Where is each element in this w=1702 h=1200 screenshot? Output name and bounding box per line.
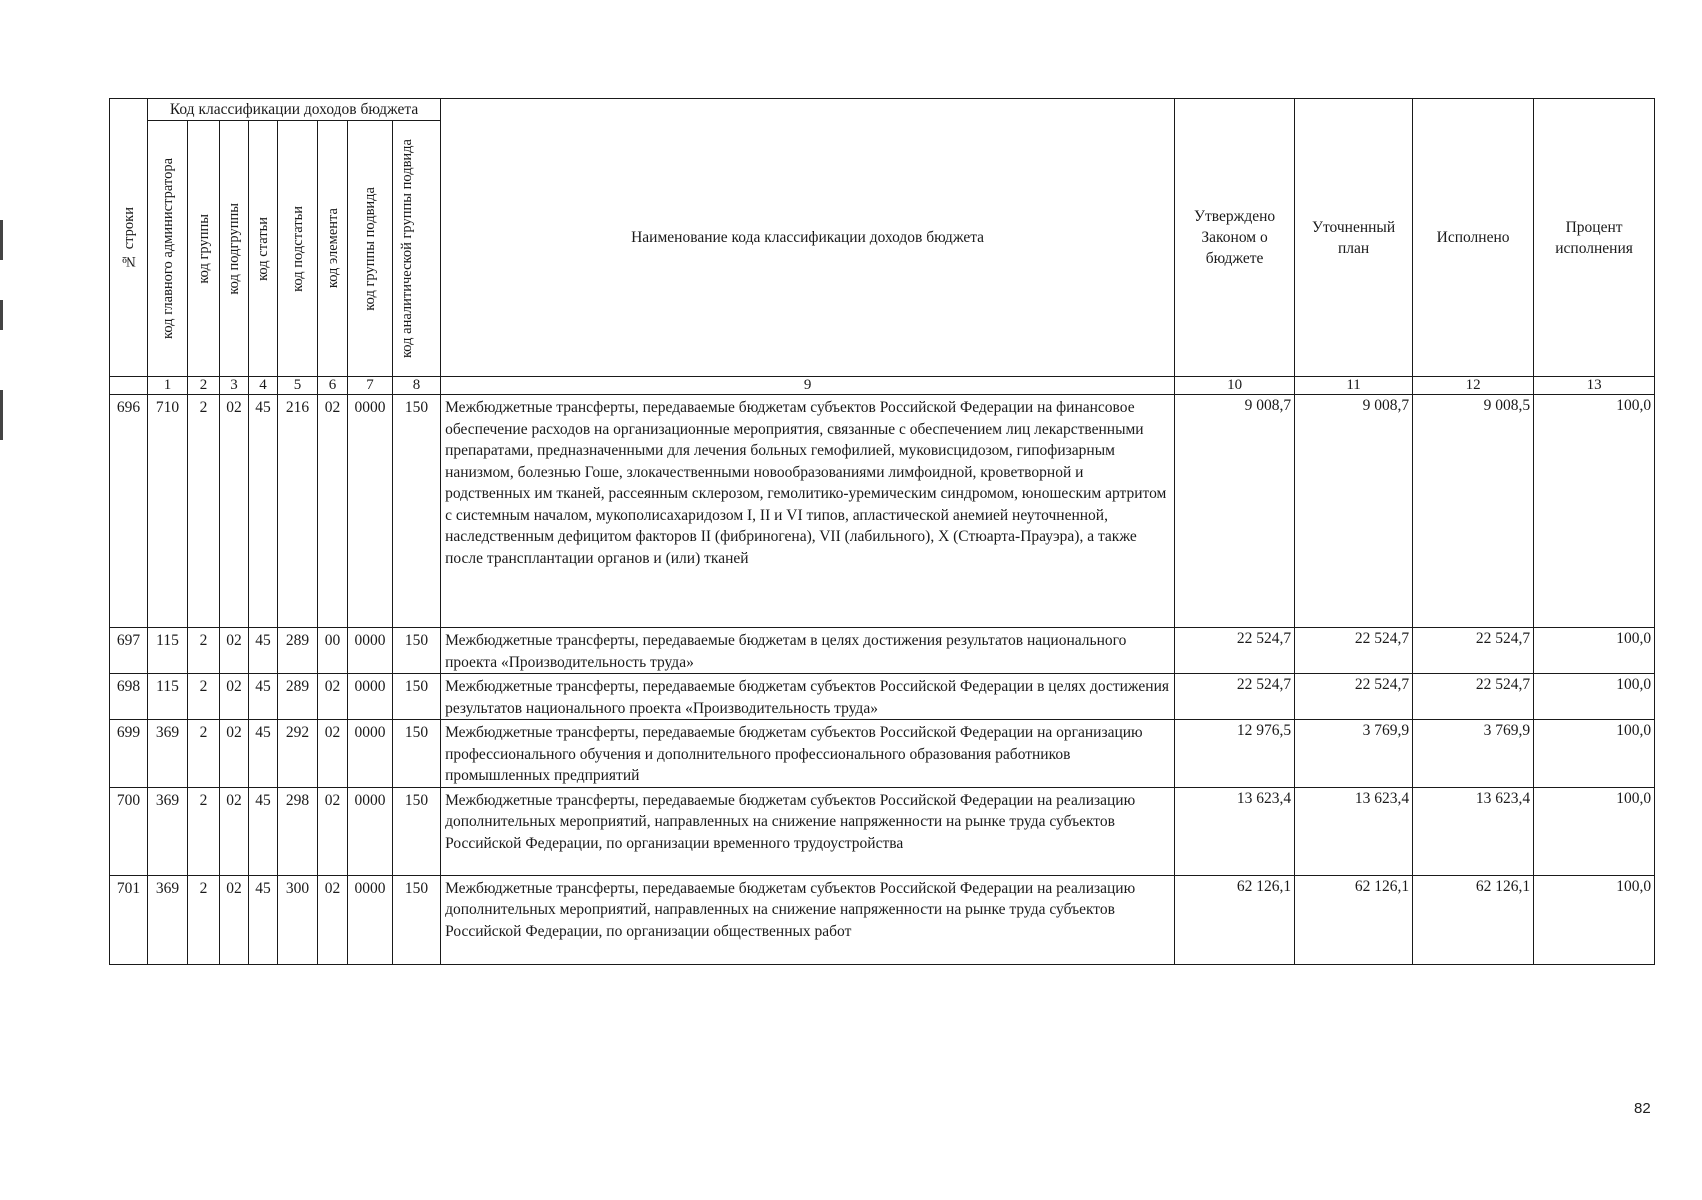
column-number: 7 xyxy=(348,377,393,395)
table-row xyxy=(110,395,1655,628)
article-code: 45 xyxy=(249,787,278,875)
scan-edge-mark xyxy=(0,390,3,440)
code-header xyxy=(348,121,393,377)
group-code: 2 xyxy=(188,875,220,964)
executed-amount: 3 769,9 xyxy=(1413,720,1534,788)
analytic-group-code: 150 xyxy=(393,395,441,628)
subtype-group-code: 0000 xyxy=(348,628,393,674)
header-row-top xyxy=(110,99,1655,121)
analytic-group-code: 150 xyxy=(393,875,441,964)
subarticle-code: 289 xyxy=(278,628,318,674)
approved-amount: 9 008,7 xyxy=(1175,395,1295,628)
column-number: 3 xyxy=(220,377,249,395)
refined-amount: 9 008,7 xyxy=(1295,395,1413,628)
admin-code: 115 xyxy=(148,674,188,720)
row-number: 696 xyxy=(110,395,148,628)
group-code: 2 xyxy=(188,787,220,875)
group-code: 2 xyxy=(188,720,220,788)
refined-amount: 62 126,1 xyxy=(1295,875,1413,964)
code-header xyxy=(188,121,220,377)
group-code: 2 xyxy=(188,628,220,674)
table-row xyxy=(110,674,1655,720)
execution-percent: 100,0 xyxy=(1534,787,1655,875)
subgroup-code: 02 xyxy=(220,720,249,788)
subgroup-code: 02 xyxy=(220,674,249,720)
page-number: 82 xyxy=(1634,1100,1651,1117)
approved-amount: 22 524,7 xyxy=(1175,674,1295,720)
code-header xyxy=(318,121,348,377)
column-numbers-row xyxy=(110,377,1655,395)
refined-amount: 13 623,4 xyxy=(1295,787,1413,875)
subarticle-code: 216 xyxy=(278,395,318,628)
subgroup-code: 02 xyxy=(220,628,249,674)
row-number: 699 xyxy=(110,720,148,788)
article-code: 45 xyxy=(249,875,278,964)
revenue-classification-table xyxy=(109,98,1655,965)
admin-code: 115 xyxy=(148,628,188,674)
subarticle-code: 289 xyxy=(278,674,318,720)
subarticle-code: 292 xyxy=(278,720,318,788)
execution-percent: 100,0 xyxy=(1534,395,1655,628)
group-code: 2 xyxy=(188,395,220,628)
code-header xyxy=(220,121,249,377)
name-header: Наименование кода классификации доходов бюджета xyxy=(441,99,1175,377)
code-header-label: код элемента xyxy=(324,208,341,289)
column-number: 2 xyxy=(188,377,220,395)
approved-header: Утверждено Законом о бюджете xyxy=(1175,99,1295,377)
code-header-label: код группы xyxy=(195,213,212,284)
subgroup-code: 02 xyxy=(220,395,249,628)
percent-header: Процент исполнения xyxy=(1534,99,1655,377)
row-number: 698 xyxy=(110,674,148,720)
element-code: 02 xyxy=(318,875,348,964)
row-number: 700 xyxy=(110,787,148,875)
execution-percent: 100,0 xyxy=(1534,720,1655,788)
code-header xyxy=(148,121,188,377)
approved-amount: 22 524,7 xyxy=(1175,628,1295,674)
classification-name: Межбюджетные трансферты, передаваемые бюджетам субъектов Российской Федерации на организацию профессионального обучения и дополнительного профессионального образования работников промышленных предприятий xyxy=(441,720,1175,788)
code-header xyxy=(249,121,278,377)
subtype-group-code: 0000 xyxy=(348,395,393,628)
analytic-group-code: 150 xyxy=(393,628,441,674)
subtype-group-code: 0000 xyxy=(348,720,393,788)
code-header xyxy=(278,121,318,377)
column-number: 4 xyxy=(249,377,278,395)
refined-amount: 3 769,9 xyxy=(1295,720,1413,788)
subarticle-code: 300 xyxy=(278,875,318,964)
row-number: 701 xyxy=(110,875,148,964)
refined-amount: 22 524,7 xyxy=(1295,628,1413,674)
article-code: 45 xyxy=(249,674,278,720)
executed-amount: 62 126,1 xyxy=(1413,875,1534,964)
subtype-group-code: 0000 xyxy=(348,787,393,875)
element-code: 00 xyxy=(318,628,348,674)
admin-code: 369 xyxy=(148,875,188,964)
table-row xyxy=(110,787,1655,875)
scan-edge-mark xyxy=(0,300,3,330)
classification-name: Межбюджетные трансферты, передаваемые бюджетам субъектов Российской Федерации в целях достижения результатов национального проекта «Производительность труда» xyxy=(441,674,1175,720)
refined-header: Уточненный план xyxy=(1295,99,1413,377)
approved-amount: 12 976,5 xyxy=(1175,720,1295,788)
code-header-label: код аналитической группы подвида xyxy=(398,139,415,358)
scan-edge-mark xyxy=(0,220,3,260)
executed-header: Исполнено xyxy=(1413,99,1534,377)
row-number: 697 xyxy=(110,628,148,674)
classification-name: Межбюджетные трансферты, передаваемые бюджетам в целях достижения результатов национального проекта «Производительность труда» xyxy=(441,628,1175,674)
column-number: 5 xyxy=(278,377,318,395)
analytic-group-code: 150 xyxy=(393,787,441,875)
report-page xyxy=(109,98,1654,981)
classification-name: Межбюджетные трансферты, передаваемые бюджетам субъектов Российской Федерации на финансовое обеспечение расходов на организационные мероприятия, связанные с обеспечением лиц лекарственными препаратами, предназначенными для лечения больных гемофилией, муковисцидозом, гипофизарным нанизмом, болезнью Гоше, злокачественными новообразованиями лимфоидной, кроветворной и родственных им тканей, рассеянным склерозом, гемолитико-уремическим синдромом, юношеским артритом с системным началом, мукополисахаридозом I, II и VI типов, апластической анемией неуточненной, наследственным дефицитом факторов II (фибриногена), VII (лабильного), X (Стюарта-Прауэра), а также после трансплантации органов и (или) тканей xyxy=(441,395,1175,628)
executed-amount: 22 524,7 xyxy=(1413,628,1534,674)
analytic-group-code: 150 xyxy=(393,674,441,720)
subtype-group-code: 0000 xyxy=(348,875,393,964)
admin-code: 710 xyxy=(148,395,188,628)
classification-name: Межбюджетные трансферты, передаваемые бюджетам субъектов Российской Федерации на реализацию дополнительных мероприятий, направленных на снижение напряженности на рынке труда субъектов Российской Федерации, по организации общественных работ xyxy=(441,875,1175,964)
column-number: 10 xyxy=(1175,377,1295,395)
admin-code: 369 xyxy=(148,787,188,875)
admin-code: 369 xyxy=(148,720,188,788)
column-number: 6 xyxy=(318,377,348,395)
refined-amount: 22 524,7 xyxy=(1295,674,1413,720)
executed-amount: 13 623,4 xyxy=(1413,787,1534,875)
classification-name: Межбюджетные трансферты, передаваемые бюджетам субъектов Российской Федерации на реализацию дополнительных мероприятий, направленных на снижение напряженности на рынке труда субъектов Российской Федерации, по организации временного трудоустройства xyxy=(441,787,1175,875)
approved-amount: 62 126,1 xyxy=(1175,875,1295,964)
column-number: 9 xyxy=(441,377,1175,395)
code-header-label: код подстатьи xyxy=(289,205,306,292)
article-code: 45 xyxy=(249,720,278,788)
table-row xyxy=(110,628,1655,674)
column-number: 1 xyxy=(148,377,188,395)
approved-amount: 13 623,4 xyxy=(1175,787,1295,875)
subgroup-code: 02 xyxy=(220,787,249,875)
column-number: 11 xyxy=(1295,377,1413,395)
analytic-group-code: 150 xyxy=(393,720,441,788)
execution-percent: 100,0 xyxy=(1534,628,1655,674)
element-code: 02 xyxy=(318,720,348,788)
element-code: 02 xyxy=(318,674,348,720)
code-group-header: Код классификации доходов бюджета xyxy=(148,99,441,121)
code-header-label: код подгруппы xyxy=(226,202,242,295)
execution-percent: 100,0 xyxy=(1534,875,1655,964)
subgroup-code: 02 xyxy=(220,875,249,964)
table-row xyxy=(110,720,1655,788)
column-number: 8 xyxy=(393,377,441,395)
table-row xyxy=(110,875,1655,964)
subarticle-code: 298 xyxy=(278,787,318,875)
code-header xyxy=(393,121,441,377)
column-number: 13 xyxy=(1534,377,1655,395)
column-number: 12 xyxy=(1413,377,1534,395)
row-number-header xyxy=(110,99,148,377)
execution-percent: 100,0 xyxy=(1534,674,1655,720)
executed-amount: 22 524,7 xyxy=(1413,674,1534,720)
element-code: 02 xyxy=(318,395,348,628)
element-code: 02 xyxy=(318,787,348,875)
group-code: 2 xyxy=(188,674,220,720)
column-number xyxy=(110,377,148,395)
row-number-header-label: № строки xyxy=(120,206,137,269)
code-header-label: код статьи xyxy=(255,216,271,281)
executed-amount: 9 008,5 xyxy=(1413,395,1534,628)
code-header-label: код главного администратора xyxy=(159,158,176,339)
subtype-group-code: 0000 xyxy=(348,674,393,720)
article-code: 45 xyxy=(249,395,278,628)
code-header-label: код группы подвида xyxy=(362,186,378,311)
article-code: 45 xyxy=(249,628,278,674)
